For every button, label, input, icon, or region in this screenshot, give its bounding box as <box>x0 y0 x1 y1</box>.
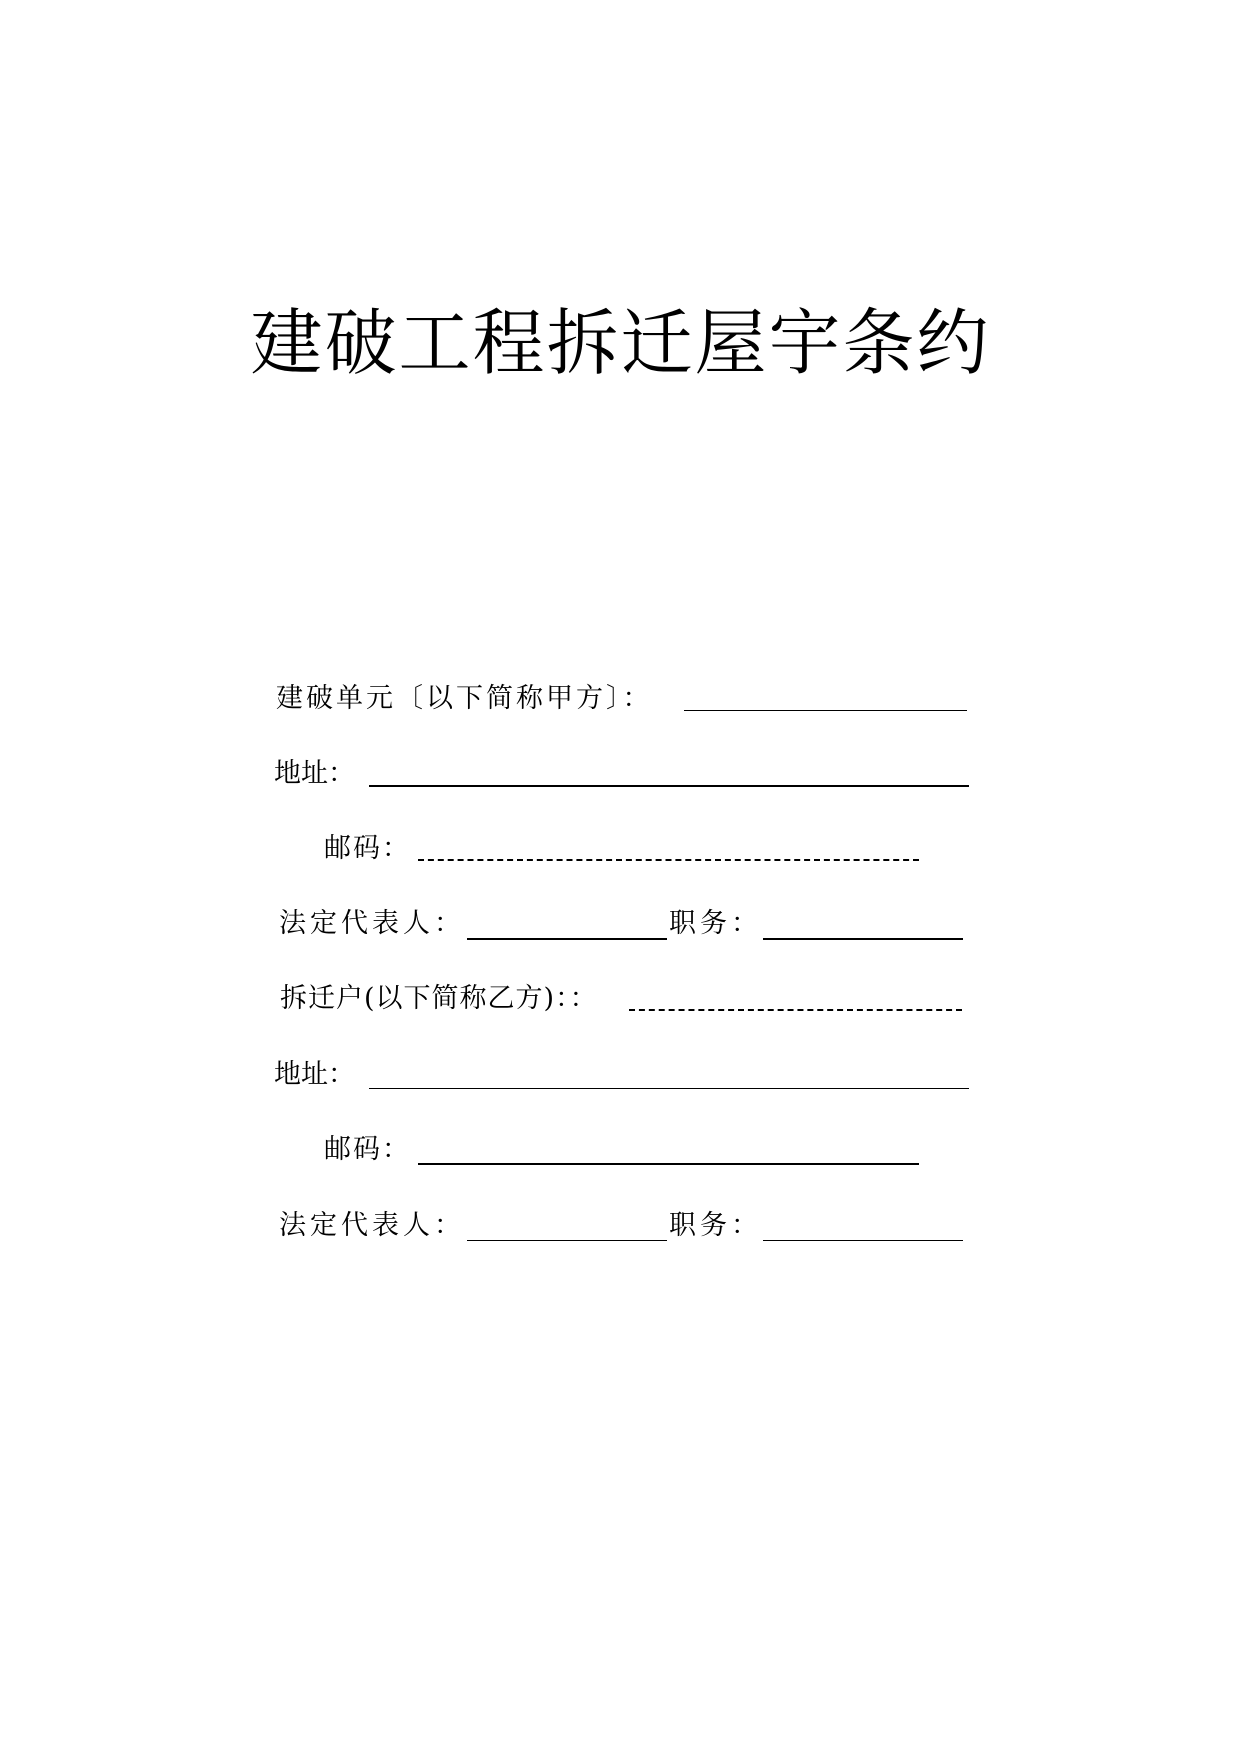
party-b-position-field[interactable] <box>763 1240 963 1241</box>
party-b-address-field[interactable] <box>369 1088 969 1089</box>
party-a-legal-row <box>0 906 1241 942</box>
party-b-postcode-row <box>0 1132 1241 1168</box>
party-a-address-label: 地址： <box>274 758 355 789</box>
party-a-unit-field[interactable] <box>684 710 967 711</box>
party-a-unit-row <box>0 681 1241 717</box>
party-a-position-label: 职务： <box>669 908 762 939</box>
party-b-unit-label: 拆迁户(以下简称乙方)：： <box>280 983 598 1014</box>
party-a-position-field[interactable] <box>763 938 963 940</box>
party-b-legal-row <box>0 1208 1241 1244</box>
party-a-unit-label: 建破单元〔以下简称甲方〕： <box>276 683 653 714</box>
party-b-unit-field[interactable] <box>629 1009 962 1011</box>
party-a-postcode-field[interactable] <box>418 859 919 861</box>
party-a-postcode-row <box>0 831 1241 867</box>
document-title: 建破工程拆迁屋宇条约 <box>250 301 991 385</box>
party-a-postcode-label: 邮码： <box>324 833 411 864</box>
party-b-address-row <box>0 1057 1241 1093</box>
party-a-address-field[interactable] <box>369 785 969 787</box>
party-b-postcode-field[interactable] <box>418 1163 919 1165</box>
party-a-legal-rep-label: 法定代表人： <box>279 908 465 939</box>
party-b-address-label: 地址： <box>274 1059 355 1090</box>
party-b-position-label: 职务： <box>669 1210 762 1241</box>
party-b-legal-rep-label: 法定代表人： <box>279 1210 465 1241</box>
party-a-legal-rep-field[interactable] <box>467 938 667 940</box>
party-b-postcode-label: 邮码： <box>324 1134 411 1165</box>
party-b-legal-rep-field[interactable] <box>467 1240 667 1241</box>
party-a-address-row <box>0 756 1241 792</box>
party-b-unit-row <box>0 981 1241 1017</box>
